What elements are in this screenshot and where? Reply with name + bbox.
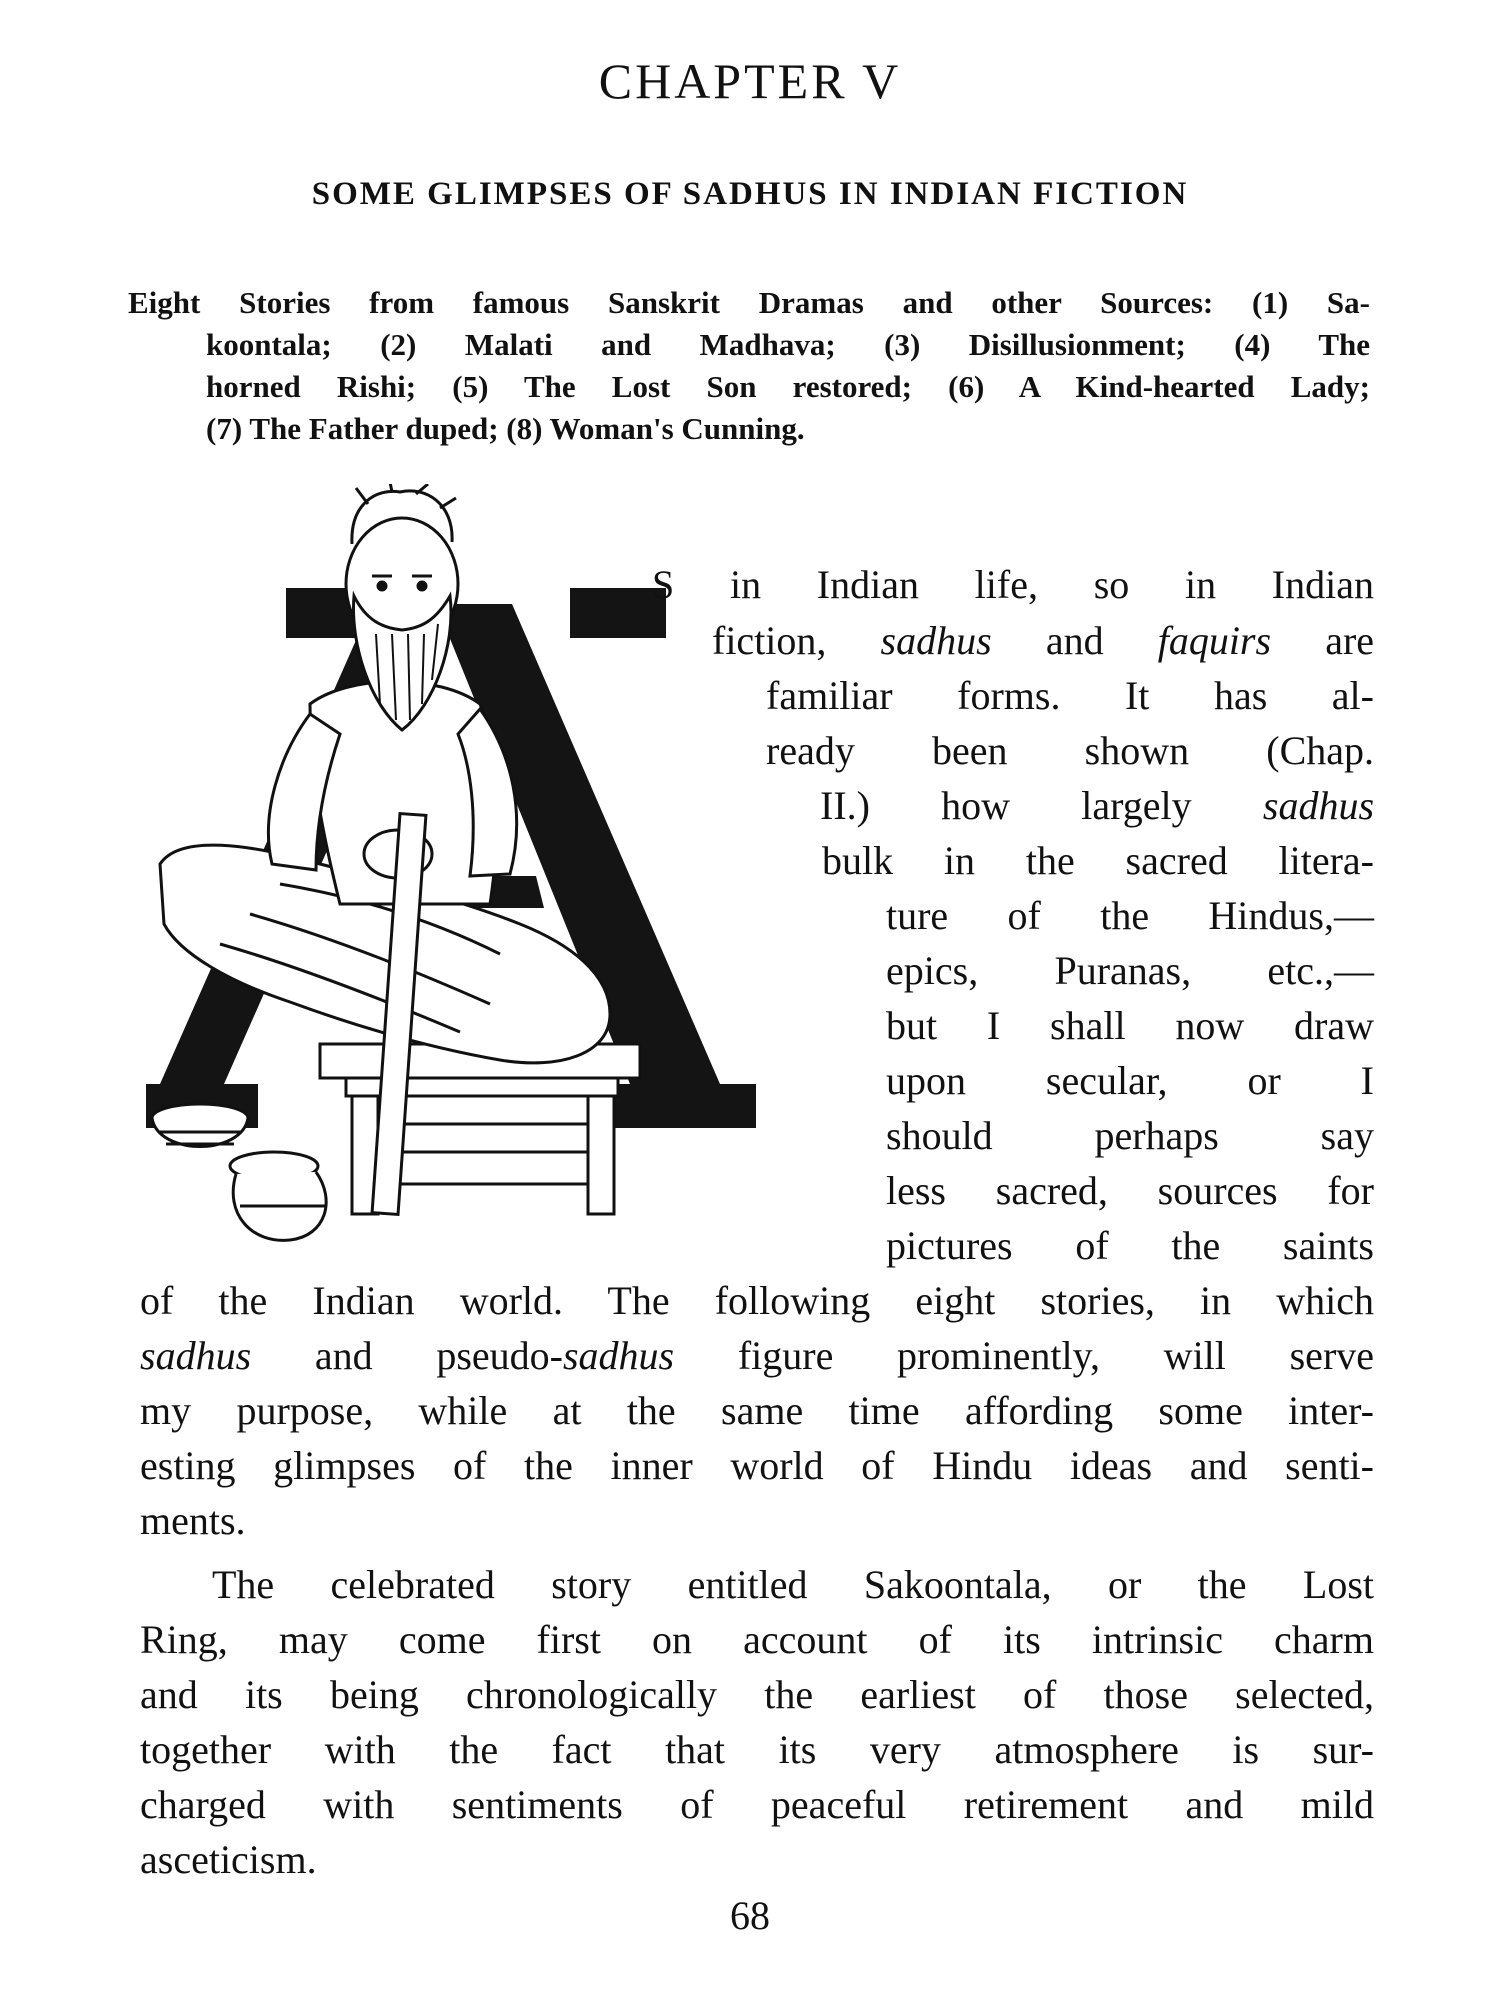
text-line: pictures of the saints <box>886 1223 1374 1268</box>
text-line: my purpose, while at the same time affording some inter- <box>140 1388 1374 1433</box>
basket-bowl <box>152 1104 248 1147</box>
water-pot <box>230 1152 326 1240</box>
text-line: familiar forms. It has al- <box>766 673 1374 718</box>
text-line: sadhus and pseudo-sadhus figure prominently, will serve <box>140 1333 1375 1378</box>
text-line: fiction, sadhus and faquirs are <box>712 618 1375 663</box>
synopsis-line: Eight Stories from famous Sanskrit Dramas and other Sources: (1) Sa- <box>128 285 1370 320</box>
text-line: bulk in the sacred litera- <box>822 838 1374 883</box>
text-line: S in Indian life, so in Indian <box>652 562 1374 607</box>
text-line: The celebrated story entitled Sakoontala, or the Lost <box>212 1562 1374 1607</box>
text-line: Ring, may come first on account of its intrinsic charm <box>140 1617 1374 1662</box>
text-line: together with the fact that its very atmosphere is sur- <box>140 1727 1374 1772</box>
text-line: asceticism. <box>140 1837 317 1882</box>
text-line: less sacred, sources for <box>886 1168 1374 1213</box>
text-line: II.) how largely sadhus <box>820 783 1375 828</box>
text-line: and its being chronologically the earliest of those selected, <box>140 1672 1374 1717</box>
synopsis-line: horned Rishi; (5) The Lost Son restored; (6) A Kind-hearted Lady; <box>206 369 1370 404</box>
synopsis-line: koontala; (2) Malati and Madhava; (3) Disillusionment; (4) The <box>206 327 1370 362</box>
dropcap-text: A <box>260 1044 261 1045</box>
text-line: ture of the Hindus,— <box>886 893 1374 938</box>
text-line: but I shall now draw <box>886 1003 1374 1048</box>
text-line: epics, Puranas, etc.,— <box>886 948 1374 993</box>
text-line: should perhaps say <box>886 1113 1374 1158</box>
text-line: of the Indian world. The following eight stories, in which <box>140 1278 1374 1323</box>
text-line: ready been shown (Chap. <box>766 728 1374 773</box>
text-line: upon secular, or I <box>886 1058 1374 1103</box>
text-line: esting glimpses of the inner world of Hindu ideas and senti- <box>140 1443 1374 1488</box>
stool <box>320 1044 640 1214</box>
synopsis-line: (7) The Father duped; (8) Woman's Cunning. <box>206 411 805 446</box>
chapter-subtitle: SOME GLIMPSES OF SADHUS IN INDIAN FICTION <box>311 176 1189 212</box>
chapter-heading: CHAPTER V <box>598 53 902 109</box>
text-line: charged with sentiments of peaceful retirement and mild <box>140 1782 1374 1827</box>
text-line: ments. <box>140 1498 246 1543</box>
page-number: 68 <box>730 1893 770 1938</box>
chapter-synopsis <box>128 282 1370 450</box>
